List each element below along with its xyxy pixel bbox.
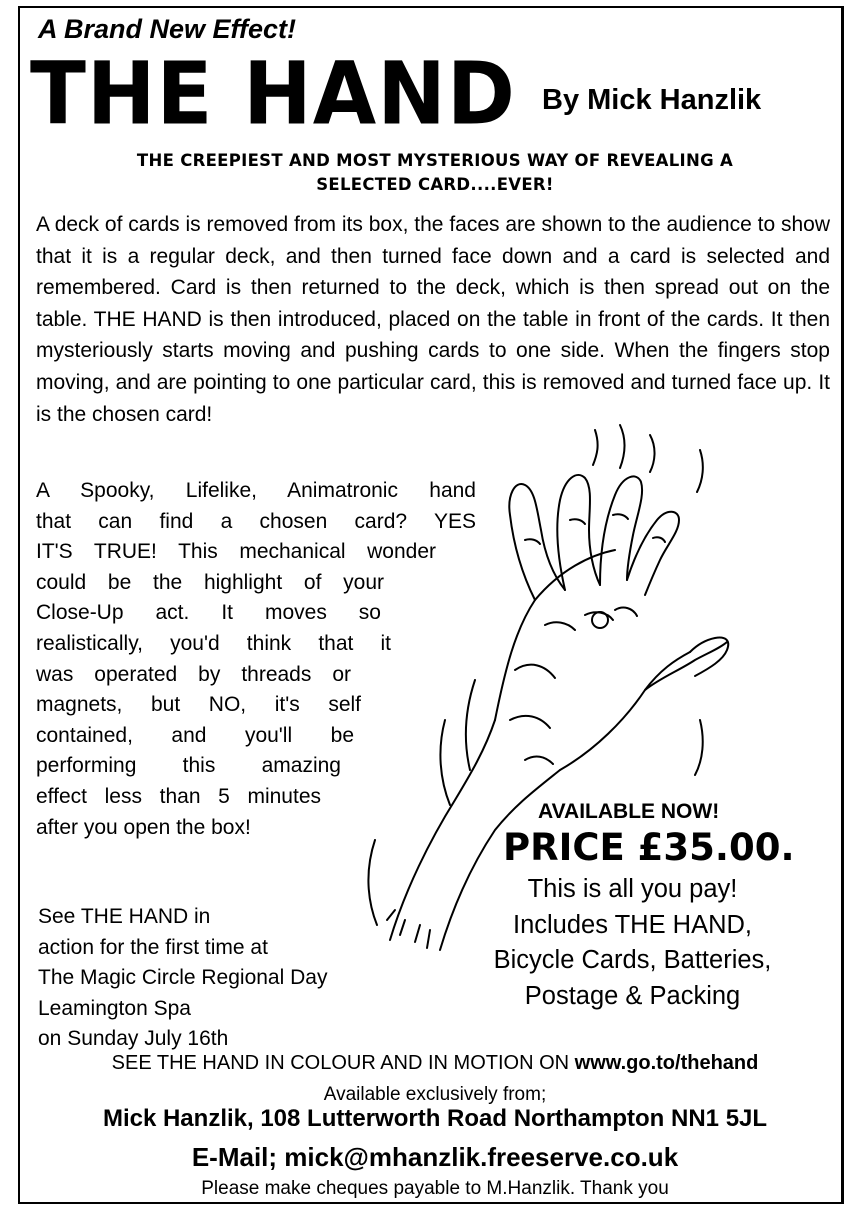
product-pitch [36,476,476,843]
event-line: Leamington Spa [38,996,191,1020]
pitch-line: contained, and you'll be [36,723,354,747]
website-link[interactable]: www.go.to/thehand [574,1052,759,1074]
pitch-line: was operated by threads or [36,662,351,686]
pitch-line: after you open the box! [36,815,251,839]
offer-line: This is all you pay! [527,875,738,903]
pitch-line: could be the highlight of your [36,570,384,594]
pitch-line: IT'S TRUE! This mechanical wonder [36,540,436,564]
offer-line: Includes THE HAND, [512,910,753,939]
contact-email[interactable]: E-Mail; mick@mhanzlik.freeserve.co.uk [191,1142,679,1172]
page-title: THE HAND [30,44,516,145]
pitch-line: that can find a chosen card? YES [36,509,476,533]
event-line: action for the first time at [38,935,268,959]
event-line: The Magic Circle Regional Day [38,966,328,989]
author-byline: By Mick Hanzlik [542,84,762,116]
event-line: See THE HAND in [38,905,211,928]
motion-notice [30,1052,840,1075]
pitch-line: A Spooky, Lifelike, Animatronic hand [36,479,476,502]
pitch-line: effect less than 5 minutes [36,784,321,808]
tagline-line-1: THE CREEPIEST AND MOST MYSTERIOUS WAY OF REVEALING A [136,151,734,170]
offer-line: Bicycle Cards, Batteries, [493,946,772,974]
pitch-line: Close-Up act. It moves so [36,601,381,625]
motion-text: SEE THE HAND IN COLOUR AND IN MOTION ON [111,1052,570,1074]
tagline-line-2: SELECTED CARD....EVER! [316,175,554,194]
offer-details [450,872,815,1014]
kicker-heading: A Brand New Effect! [38,14,297,44]
price-label: PRICE £35.00. [503,826,795,869]
exclusive-note: Available exclusively from; [323,1084,547,1105]
availability-label: AVAILABLE NOW! [538,800,720,823]
description-text: A deck of cards is removed from its box, the faces are shown to the audience to show that it is a regular deck, and then turned face down and a card is selected and remembered. Card is then returned to the deck, which is then spread out on the table. THE HAND is then introduced, placed on the table in front of the cards. It then mysteriously starts moving and pushing cards to one side. When the fingers stop moving, and are pointing to one particular card, this is removed and turned face up. It is the chosen card! [36,213,830,426]
pitch-line: magnets, but NO, it's self [36,693,361,717]
pitch-line: performing this amazing [36,754,341,778]
contact-address: Mick Hanzlik, 108 Lutterworth Road Northampton NN1 5JL [102,1105,768,1132]
event-line: on Sunday July 16th [38,1027,229,1050]
event-info [38,902,327,1055]
pitch-line: realistically, you'd think that it [36,631,391,655]
payment-note: Please make cheques payable to M.Hanzlik. Thank you [201,1178,669,1199]
effect-description [36,209,830,430]
offer-line: Postage & Packing [524,981,741,1010]
